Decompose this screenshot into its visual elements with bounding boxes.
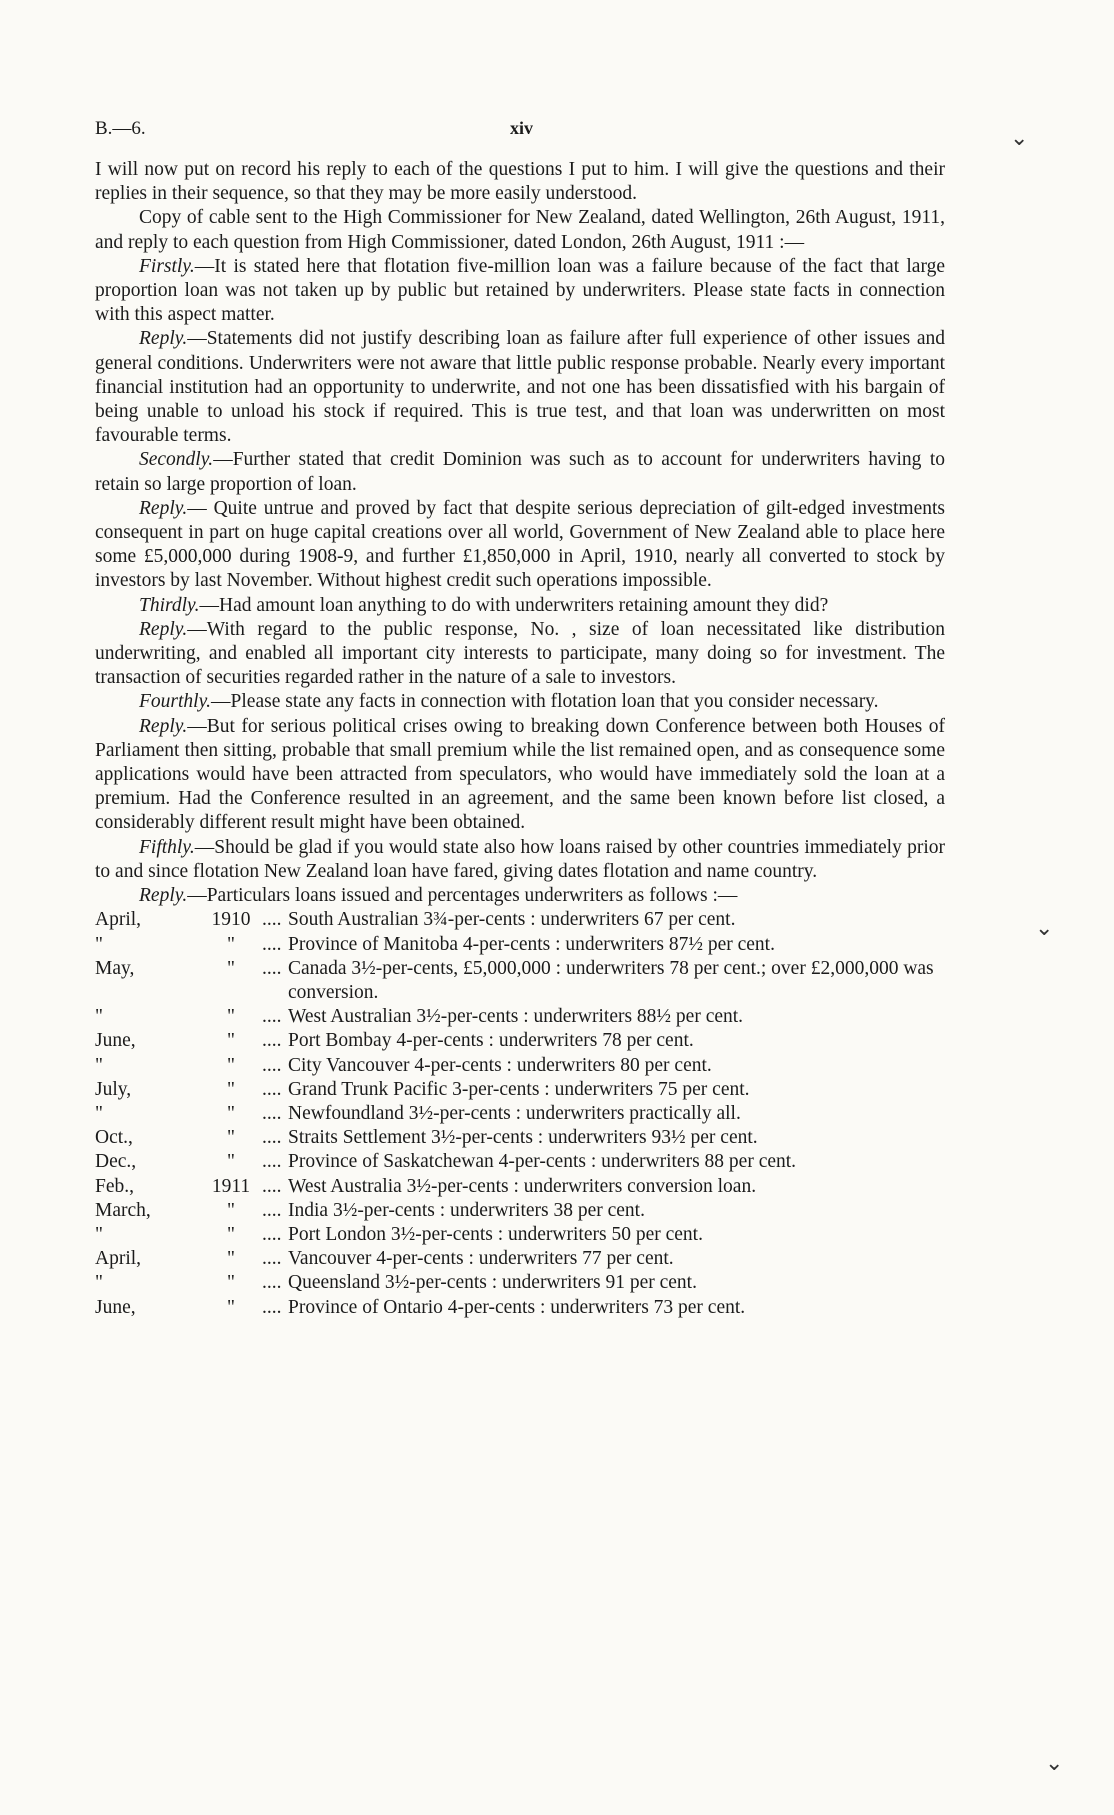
loan-description: City Vancouver 4-per-cents : underwriters 80 per cent. — [288, 1054, 712, 1076]
loan-row — [95, 1199, 945, 1223]
reply-label: Reply. — [139, 497, 188, 519]
loan-description: West Australia 3½-per-cents : underwriters conversion loan. — [288, 1175, 757, 1197]
reply-label: Reply. — [139, 328, 188, 350]
reply-label: Reply. — [139, 715, 188, 737]
loan-leader-dots: .... — [262, 1151, 282, 1173]
loan-year: " — [227, 1054, 235, 1076]
loan-description: Queensland 3½-per-cents : underwriters 91 per cent. — [288, 1272, 697, 1294]
loan-description: India 3½-per-cents : underwriters 38 per cent. — [288, 1199, 645, 1221]
loan-year: " — [227, 1127, 235, 1149]
loan-month: April, — [95, 909, 142, 931]
loan-leader-dots: .... — [262, 1248, 282, 1270]
reply-text: —But for serious political crises owing to breaking down Conference between both Houses of Parliament then sitting, probable that small premium while the list remained open, and as consequence some applications would have been attracted from speculators, who would have immediately sold the loan at a premium. Had the Conference resulted in an agreement, and the same been known before list closed, a considerably different result might have been obtained. — [95, 715, 945, 834]
loan-year: " — [227, 1223, 235, 1245]
question-label: Secondly. — [139, 449, 214, 471]
margin-tick-mark: ⌄ — [1045, 1750, 1064, 1775]
question-2 — [95, 448, 945, 496]
loans-table — [95, 908, 945, 1319]
question-text: —It is stated here that flotation five-million loan was a failure because of the fact that large proportion loan was not taken up by public but retained by underwriters. Please state facts in connection with this aspect matter. — [95, 255, 945, 326]
loan-month: April, — [95, 1248, 142, 1270]
loan-year: " — [227, 933, 235, 955]
loan-row — [95, 1247, 945, 1271]
loan-description: Province of Ontario 4-per-cents : underwriters 73 per cent. — [288, 1296, 746, 1318]
loan-leader-dots: .... — [262, 1127, 282, 1149]
question-4 — [95, 690, 945, 714]
loan-leader-dots: .... — [262, 957, 282, 979]
page-header — [95, 118, 945, 158]
margin-tick-mark: ⌄ — [1035, 915, 1054, 940]
loan-leader-dots: .... — [262, 1078, 282, 1100]
question-text: —Please state any facts in connection with flotation loan that you consider necessary. — [211, 691, 879, 713]
loan-description: South Australian 3¾-per-cents : underwriters 67 per cent. — [288, 909, 736, 931]
reply-text: — Quite untrue and proved by fact that despite serious depreciation of gilt-edged investments consequent in part on huge capital creations over all world, Government of New Zealand able to place here some £5,000,000 during 1908-9, and further £1,850,000 in April, 1910, nearly all converted to stock by investors by last November. Without highest credit such operations impossible. — [95, 497, 945, 592]
loan-row — [95, 1223, 945, 1247]
loan-row — [95, 1102, 945, 1126]
cable-copy-paragraph: Copy of cable sent to the High Commissioner for New Zealand, dated Wellington, 26th August, 1911, and reply to each question from High Commissioner, dated London, 26th August, 1911 :— — [95, 207, 945, 253]
loan-row — [95, 1150, 945, 1174]
loan-row — [95, 957, 945, 1005]
loan-description: Port Bombay 4-per-cents : underwriters 78 per cent. — [288, 1030, 694, 1052]
loan-row — [95, 1126, 945, 1150]
loan-description: Canada 3½-per-cents, £5,000,000 : underwriters 78 per cent.; over £2,000,000 was conversion. — [288, 957, 934, 1003]
loan-leader-dots: .... — [262, 1006, 282, 1028]
question-5 — [95, 836, 945, 884]
loan-year: " — [227, 1078, 235, 1100]
loan-description: West Australian 3½-per-cents : underwriters 88½ per cent. — [288, 1006, 744, 1028]
reply-4 — [95, 715, 945, 836]
loan-row — [95, 1296, 945, 1320]
loan-row — [95, 908, 945, 932]
loan-leader-dots: .... — [262, 909, 282, 931]
loan-year: " — [227, 1296, 235, 1318]
loan-leader-dots: .... — [262, 933, 282, 955]
question-text: —Should be glad if you would state also how loans raised by other countries immediately prior to and since flotation New Zealand loan have fared, giving dates flotation and name country. — [95, 836, 945, 882]
question-label: Thirdly. — [139, 594, 200, 616]
loan-year: " — [227, 1199, 235, 1221]
loan-month: Dec., — [95, 1151, 137, 1173]
loan-month: " — [95, 1054, 103, 1076]
reply-1 — [95, 327, 945, 448]
loan-year: " — [227, 1272, 235, 1294]
reply-text: —Statements did not justify describing loan as failure after full experience of other issues and general conditions. Underwriters were not aware that little public response probable. Nearly every important financial institution had an opportunity to underwrite, and not one has been dissatisfied with his bargain of being unable to unload his stock if required. This is true test, and that loan was underwritten on most favourable terms. — [95, 328, 945, 447]
reply-text: —Particulars loans issued and percentages underwriters as follows :— — [187, 885, 738, 907]
question-label: Firstly. — [139, 255, 195, 277]
reply-label: Reply. — [139, 618, 188, 640]
loan-year: " — [227, 1102, 235, 1124]
loan-month: " — [95, 1223, 103, 1245]
loan-month: May, — [95, 957, 135, 979]
loan-year: " — [227, 1248, 235, 1270]
loan-month: " — [95, 1272, 103, 1294]
loan-row — [95, 1005, 945, 1029]
reply-text: —With regard to the public response, No. , size of loan necessitated like distribution underwriting, and enabled all important city interests to participate, many doing so for investment. The transaction of securities regarded rather in the nature of a sale to investors. — [95, 618, 945, 689]
loan-month: " — [95, 1102, 103, 1124]
loan-year: " — [227, 957, 235, 979]
question-text: —Further stated that credit Dominion was such as to account for underwriters having to retain so large proportion of loan. — [95, 449, 945, 495]
question-label: Fourthly. — [139, 691, 212, 713]
loan-year: 1910 — [211, 909, 251, 931]
loan-leader-dots: .... — [262, 1054, 282, 1076]
loan-leader-dots: .... — [262, 1030, 282, 1052]
loan-description: Straits Settlement 3½-per-cents : underwriters 93½ per cent. — [288, 1127, 758, 1149]
loan-month: " — [95, 933, 103, 955]
loan-year: 1911 — [211, 1175, 251, 1197]
loan-month: March, — [95, 1199, 151, 1221]
intro-paragraph: I will now put on record his reply to each of the questions I put to him. I will give the questions and their replies in their sequence, so that they may be more easily understood. — [95, 159, 945, 205]
loan-row — [95, 1078, 945, 1102]
question-text: —Had amount loan anything to do with underwriters retaining amount they did? — [199, 594, 829, 616]
loan-month: June, — [95, 1030, 136, 1052]
loan-row — [95, 1054, 945, 1078]
loan-leader-dots: .... — [262, 1199, 282, 1221]
loan-leader-dots: .... — [262, 1175, 282, 1197]
document-page — [95, 118, 945, 1320]
document-code: B.—6. — [95, 118, 146, 139]
loan-month: Feb., — [95, 1175, 134, 1197]
loan-leader-dots: .... — [262, 1223, 282, 1245]
loan-description: Port London 3½-per-cents : underwriters 50 per cent. — [288, 1223, 703, 1245]
question-label: Fifthly. — [139, 836, 195, 858]
loan-description: Grand Trunk Pacific 3-per-cents : underwriters 75 per cent. — [288, 1078, 750, 1100]
loan-leader-dots: .... — [262, 1272, 282, 1294]
loan-leader-dots: .... — [262, 1296, 282, 1318]
reply-2 — [95, 497, 945, 594]
loan-year: " — [227, 1151, 235, 1173]
page-number: xiv — [510, 118, 534, 138]
reply-5 — [95, 884, 945, 908]
loan-row — [95, 1175, 945, 1199]
reply-3 — [95, 618, 945, 691]
loan-description: Vancouver 4-per-cents : underwriters 77 per cent. — [288, 1248, 674, 1270]
loan-month: July, — [95, 1078, 132, 1100]
loan-row — [95, 933, 945, 957]
loan-description: Newfoundland 3½-per-cents : underwriters practically all. — [288, 1102, 741, 1124]
loan-month: Oct., — [95, 1127, 133, 1149]
loan-year: " — [227, 1006, 235, 1028]
reply-label: Reply. — [139, 885, 188, 907]
loan-month: June, — [95, 1296, 136, 1318]
margin-tick-mark: ⌄ — [1010, 125, 1029, 150]
question-1 — [95, 255, 945, 328]
loan-leader-dots: .... — [262, 1102, 282, 1124]
loan-description: Province of Manitoba 4-per-cents : underwriters 87½ per cent. — [288, 933, 775, 955]
loan-description: Province of Saskatchewan 4-per-cents : underwriters 88 per cent. — [288, 1151, 797, 1173]
loan-year: " — [227, 1030, 235, 1052]
loan-row — [95, 1271, 945, 1295]
question-3 — [95, 594, 945, 618]
loan-month: " — [95, 1006, 103, 1028]
loan-row — [95, 1029, 945, 1053]
